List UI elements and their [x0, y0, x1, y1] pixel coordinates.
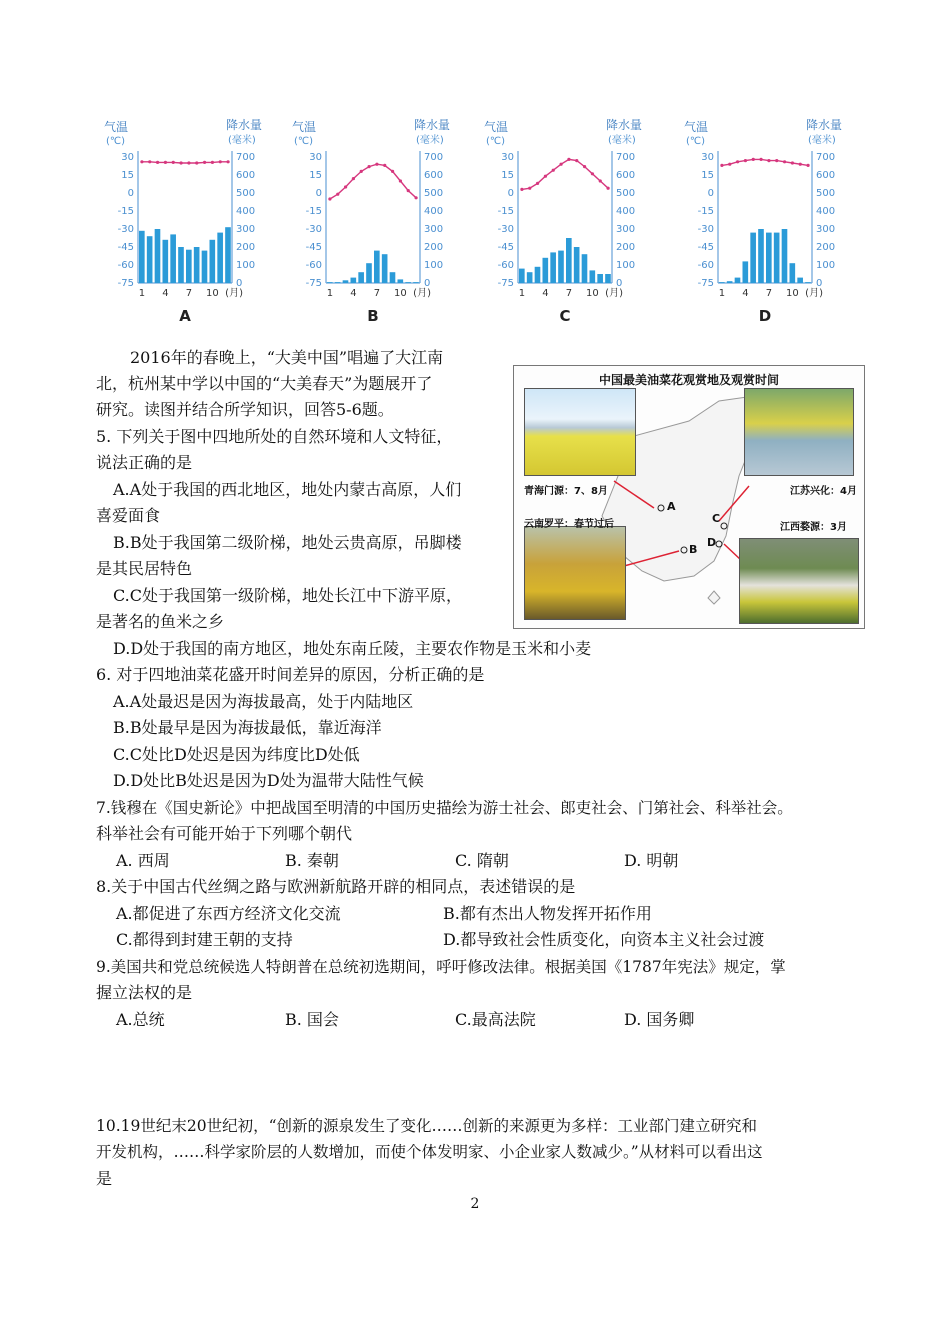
chart-a-temp-point	[140, 160, 143, 163]
chart-b-month-tick: 1	[326, 288, 334, 299]
chart-d-temp-tick: -75	[697, 278, 714, 289]
chart-b-month-tick: 10	[394, 288, 407, 299]
chart-c-temp-point	[575, 159, 578, 162]
chart-c-precip-bar	[590, 270, 596, 283]
chart-c-precip-bar	[558, 251, 564, 283]
intro-line-3: 研究。读图并结合所学知识，回答5-6题。	[96, 400, 394, 419]
chart-b-temp-point	[352, 177, 355, 180]
chart-d-temp-point	[791, 161, 794, 164]
q8-option-a: A.都促进了东西方经济文化交流	[116, 904, 341, 923]
chart-c-temp-tick: 30	[501, 152, 514, 163]
chart-c-month-tick: 1	[518, 288, 526, 299]
chart-a-precip-bar	[155, 229, 161, 283]
chart-a-precip-bar	[217, 233, 223, 283]
chart-a-precip-tick: 400	[236, 206, 256, 217]
chart-b-temp-line	[330, 164, 416, 199]
label-jiangsu: 江苏兴化：4月	[790, 486, 857, 497]
page-number: 2	[470, 1196, 480, 1212]
q8-stem: 8.关于中国古代丝绸之路与欧洲新航路开辟的相同点，表述错误的是	[96, 877, 576, 896]
chart-c-precip-bar	[535, 267, 541, 283]
chart-d-precip-tick: 100	[816, 260, 836, 271]
chart-c-precip-tick: 400	[616, 206, 636, 217]
chart-c-precip-bar	[574, 247, 580, 283]
chart-b-month-tick: 4	[350, 288, 357, 299]
chart-c-month-tick: 10	[586, 288, 599, 299]
q10-stem-line-3: 是	[96, 1169, 113, 1188]
chart-d-temp-point	[759, 158, 762, 161]
rapeseed-map-figure	[513, 365, 865, 629]
chart-c-precip-bar	[597, 274, 603, 283]
chart-a-temp-tick: 15	[121, 170, 134, 181]
q5-option-a-line-1: A.A处于我国的西北地区，地处内蒙古高原，人们	[113, 480, 462, 499]
chart-d-temp-point	[799, 163, 802, 166]
chart-b-temp-point	[414, 196, 417, 199]
chart-d-precip-bar	[727, 281, 733, 283]
chart-a-temp-point	[156, 161, 159, 164]
chart-c-temp-point	[599, 179, 602, 182]
chart-a-precip-bar	[147, 236, 153, 283]
chart-a-precip-bar	[202, 251, 208, 283]
chart-d-precip-tick: 700	[816, 152, 836, 163]
chart-d-precip-bar	[758, 229, 764, 283]
q8-option-c: C.都得到封建王朝的支持	[116, 930, 293, 949]
chart-a-temp-tick: 30	[121, 152, 134, 163]
q5-option-b-line-2: 是其民居特色	[96, 559, 193, 578]
climate-chart-d	[680, 115, 870, 325]
chart-b-temp-axis-title: 气温	[292, 120, 317, 134]
chart-b-temp-point	[407, 189, 410, 192]
chart-d-precip-bar	[719, 282, 725, 283]
q9-option-a: A.总统	[116, 1010, 165, 1029]
chart-c-precip-bar	[543, 258, 549, 283]
chart-a-temp-point	[211, 161, 214, 164]
climate-chart-b	[288, 115, 478, 325]
climate-chart-c	[480, 115, 670, 325]
chart-a-temp-tick: -60	[117, 260, 134, 271]
chart-d-temp-point	[806, 164, 809, 167]
chart-c-precip-bar	[527, 272, 533, 283]
chart-b-precip-bar	[413, 282, 419, 283]
chart-a-month-tick: 1	[138, 288, 146, 299]
chart-a-month-tick: 10	[206, 288, 219, 299]
chart-c-temp-axis-unit: (℃)	[486, 136, 506, 147]
q7-stem-line-2: 科举社会有可能开始于下列哪个朝代	[96, 824, 353, 843]
chart-d-temp-tick: 15	[701, 170, 714, 181]
chart-c-precip-tick: 300	[616, 224, 636, 235]
q5-option-b-line-1: B.B处于我国第二级阶梯，地处云贵高原，吊脚楼	[113, 533, 462, 552]
label-point-c: C	[712, 512, 721, 525]
chart-d-precip-axis-unit: (毫米)	[808, 135, 836, 146]
chart-a-precip-axis-unit: (毫米)	[228, 135, 256, 146]
chart-b-temp-axis-unit: (℃)	[294, 136, 314, 147]
chart-a-temp-tick: -75	[117, 278, 134, 289]
q5-stem-line-2: 说法正确的是	[96, 453, 193, 472]
chart-b-temp-tick: -75	[305, 278, 322, 289]
chart-b-precip-tick: 200	[424, 242, 444, 253]
chart-a-precip-bar	[139, 231, 145, 283]
chart-a-precip-bar	[210, 240, 216, 283]
chart-c-month-tick: 4	[542, 288, 549, 299]
chart-d-precip-axis-title: 降水量	[806, 118, 843, 132]
climate-chart-b-svg	[288, 115, 478, 325]
chart-d-month-tick: 7	[765, 288, 773, 299]
chart-a-month-tick: 7	[185, 288, 193, 299]
q9-stem-line-1: 9.美国共和党总统候选人特朗普在总统初选期间，呼吁修改法律。根据美国《1787年宪法》规定，掌	[96, 958, 786, 976]
chart-c-temp-point	[528, 187, 531, 190]
chart-c-temp-point	[544, 175, 547, 178]
chart-a-precip-bar	[194, 247, 200, 283]
chart-b-precip-tick: 300	[424, 224, 444, 235]
chart-c-temp-tick: -45	[497, 242, 514, 253]
chart-a-precip-tick: 600	[236, 170, 256, 181]
q10-stem-line-1: 10.19世纪末20世纪初，“创新的源泉发生了变化……创新的来源更为多样：工业部门建立研究和	[96, 1117, 758, 1135]
chart-c-precip-bar	[605, 274, 611, 283]
chart-d-precip-bar	[782, 229, 788, 283]
chart-d-temp-tick: 0	[707, 188, 714, 199]
chart-a-temp-axis-title: 气温	[104, 120, 129, 134]
chart-d-month-tick: 10	[786, 288, 799, 299]
q6-option-b: B.B处最早是因为海拔最低，靠近海洋	[113, 718, 382, 737]
chart-c-label: C	[559, 307, 571, 325]
chart-a-temp-tick: 0	[127, 188, 134, 199]
chart-d-precip-bar	[735, 278, 741, 283]
chart-a-temp-point	[203, 161, 206, 164]
chart-b-temp-tick: 15	[309, 170, 322, 181]
chart-d-temp-axis-title: 气温	[684, 120, 709, 134]
chart-a-temp-point	[226, 160, 229, 163]
chart-b-precip-bar	[335, 282, 341, 283]
chart-b-precip-tick: 100	[424, 260, 444, 271]
q5-option-d: D.D处于我国的南方地区，地处东南丘陵，主要农作物是玉米和小麦	[113, 639, 592, 658]
chart-c-precip-bar	[550, 252, 556, 283]
chart-c-temp-point	[536, 182, 539, 185]
chart-b-temp-tick: -30	[305, 224, 322, 235]
chart-d-precip-bar	[797, 278, 803, 283]
intro-line-2: 北，杭州某中学以中国的“大美春天”为题展开了	[96, 374, 433, 393]
q7-option-a: A. 西周	[116, 851, 170, 870]
map-title: 中国最美油菜花观赏地及观赏时间	[598, 373, 779, 387]
chart-c-precip-tick: 600	[616, 170, 636, 181]
chart-c-temp-tick: -15	[497, 206, 514, 217]
chart-c-temp-tick: 0	[507, 188, 514, 199]
q9-option-d: D. 国务卿	[624, 1010, 695, 1029]
chart-c-temp-tick: 15	[501, 170, 514, 181]
chart-b-temp-tick: -45	[305, 242, 322, 253]
chart-d-temp-point	[767, 159, 770, 162]
chart-b-temp-tick: 0	[315, 188, 322, 199]
chart-a-month-tick: 4	[162, 288, 169, 299]
label-point-d: D	[707, 536, 717, 549]
chart-b-temp-point	[344, 185, 347, 188]
chart-b-precip-bar	[351, 278, 357, 283]
chart-c-precip-bar	[566, 238, 572, 283]
chart-d-label: D	[758, 307, 772, 325]
chart-a-precip-tick: 300	[236, 224, 256, 235]
chart-a-precip-axis-title: 降水量	[226, 118, 263, 132]
chart-b-month-tick: (月)	[413, 288, 431, 299]
chart-a-temp-point	[172, 161, 175, 164]
chart-d-precip-bar	[766, 233, 772, 283]
chart-a-temp-point	[164, 161, 167, 164]
climate-chart-a-svg	[100, 115, 290, 325]
chart-c-temp-tick: -60	[497, 260, 514, 271]
climate-chart-a	[100, 115, 290, 325]
q7-option-b: B. 秦朝	[285, 851, 339, 870]
chart-b-precip-tick: 700	[424, 152, 444, 163]
chart-d-temp-point	[728, 163, 731, 166]
q5-option-a-line-2: 喜爱面食	[96, 506, 161, 525]
chart-d-precip-bar	[790, 263, 796, 283]
chart-b-precip-axis-title: 降水量	[414, 118, 451, 132]
chart-c-precip-tick: 700	[616, 152, 636, 163]
chart-b-temp-tick: -60	[305, 260, 322, 271]
chart-d-temp-point	[775, 159, 778, 162]
photo-qinghai	[524, 388, 636, 476]
chart-a-temp-axis-unit: (℃)	[106, 136, 126, 147]
chart-a-precip-tick: 700	[236, 152, 256, 163]
chart-d-temp-line	[722, 159, 808, 165]
chart-c-temp-tick: -30	[497, 224, 514, 235]
q6-stem: 6. 对于四地油菜花盛开时间差异的原因，分析正确的是	[96, 665, 485, 684]
chart-b-temp-tick: 30	[309, 152, 322, 163]
chart-a-precip-tick: 200	[236, 242, 256, 253]
q6-option-d: D.D处比B处迟是因为D处为温带大陆性气候	[113, 771, 424, 790]
chart-b-precip-tick: 400	[424, 206, 444, 217]
photo-jiangxi	[739, 538, 859, 624]
climate-chart-d-svg	[680, 115, 870, 325]
chart-d-temp-point	[783, 160, 786, 163]
chart-d-precip-tick: 300	[816, 224, 836, 235]
chart-b-precip-bar	[405, 282, 411, 283]
chart-b-month-tick: 7	[373, 288, 381, 299]
chart-c-precip-axis-unit: (毫米)	[608, 135, 636, 146]
chart-a-precip-tick: 500	[236, 188, 256, 199]
chart-b-temp-point	[360, 170, 363, 173]
chart-c-temp-point	[559, 163, 562, 166]
q5-option-c-line-2: 是著名的鱼米之乡	[96, 612, 225, 631]
label-yunnan: 云南罗平：春节过后	[524, 519, 614, 530]
chart-b-precip-tick: 600	[424, 170, 444, 181]
q9-stem-line-2: 握立法权的是	[96, 983, 193, 1002]
q6-option-c: C.C处比D处迟是因为纬度比D处低	[113, 745, 360, 764]
chart-d-precip-bar	[743, 261, 749, 283]
chart-d-temp-point	[736, 160, 739, 163]
chart-c-temp-axis-title: 气温	[484, 120, 509, 134]
q9-option-c: C.最高法院	[455, 1010, 536, 1029]
chart-b-label: B	[367, 307, 379, 325]
chart-d-precip-bar	[750, 233, 756, 283]
chart-d-precip-tick: 400	[816, 206, 836, 217]
chart-a-precip-tick: 100	[236, 260, 256, 271]
q10-stem-line-2: 开发机构，……科学家阶层的人数增加，而使个体发明家、小企业家人数减少。”从材料可以看出这	[96, 1143, 763, 1161]
chart-a-month-tick: (月)	[225, 288, 243, 299]
chart-a-precip-bar	[170, 234, 176, 283]
chart-d-precip-tick: 600	[816, 170, 836, 181]
chart-b-precip-bar	[398, 279, 404, 283]
chart-a-temp-tick: -30	[117, 224, 134, 235]
chart-c-precip-tick: 500	[616, 188, 636, 199]
photo-jiangsu	[744, 388, 854, 476]
q5-stem-line-1: 5. 下列关于图中四地所处的自然环境和人文特征，	[96, 427, 453, 446]
chart-b-temp-point	[391, 170, 394, 173]
chart-a-precip-bar	[225, 227, 231, 283]
chart-d-precip-tick: 0	[816, 278, 823, 289]
chart-c-precip-tick: 0	[616, 278, 623, 289]
chart-b-temp-tick: -15	[305, 206, 322, 217]
chart-a-precip-tick: 0	[236, 278, 243, 289]
chart-a-temp-point	[148, 160, 151, 163]
chart-b-precip-bar	[343, 280, 349, 283]
chart-d-temp-axis-unit: (℃)	[686, 136, 706, 147]
chart-a-temp-point	[219, 160, 222, 163]
climate-chart-c-svg	[480, 115, 670, 325]
chart-a-temp-point	[179, 161, 182, 164]
chart-c-temp-point	[591, 172, 594, 175]
chart-c-temp-tick: -75	[497, 278, 514, 289]
chart-a-temp-line	[142, 162, 228, 163]
chart-c-temp-point	[520, 188, 523, 191]
chart-a-temp-tick: -45	[117, 242, 134, 253]
chart-c-month-tick: 7	[565, 288, 573, 299]
q6-option-a: A.A处最迟是因为海拔最高，处于内陆地区	[113, 692, 414, 711]
chart-d-precip-bar	[774, 233, 780, 283]
chart-d-temp-tick: -15	[697, 206, 714, 217]
chart-d-precip-tick: 500	[816, 188, 836, 199]
chart-c-temp-point	[552, 169, 555, 172]
chart-d-precip-tick: 200	[816, 242, 836, 253]
label-qinghai: 青海门源：7、8月	[524, 486, 608, 497]
chart-b-precip-axis-unit: (毫米)	[416, 135, 444, 146]
photo-yunnan	[524, 526, 626, 620]
chart-b-temp-point	[367, 165, 370, 168]
chart-d-month-tick: 1	[718, 288, 726, 299]
chart-d-temp-point	[752, 158, 755, 161]
chart-d-precip-bar	[805, 282, 811, 283]
chart-d-month-tick: 4	[742, 288, 749, 299]
chart-b-precip-bar	[366, 263, 372, 283]
chart-a-temp-tick: -15	[117, 206, 134, 217]
chart-a-temp-point	[187, 161, 190, 164]
chart-b-temp-point	[328, 197, 331, 200]
chart-b-precip-tick: 0	[424, 278, 431, 289]
chart-b-temp-point	[375, 163, 378, 166]
chart-c-month-tick: (月)	[605, 288, 623, 299]
chart-b-precip-bar	[358, 272, 364, 283]
label-point-b: B	[689, 543, 698, 556]
q9-option-b: B. 国会	[285, 1010, 339, 1029]
q5-option-c-line-1: C.C处于我国第一级阶梯，地处长江中下游平原，	[113, 586, 463, 605]
chart-b-temp-point	[383, 164, 386, 167]
chart-b-precip-bar	[374, 251, 380, 283]
chart-d-month-tick: (月)	[805, 288, 823, 299]
chart-a-label: A	[179, 307, 191, 325]
chart-d-temp-point	[720, 164, 723, 167]
q7-option-c: C. 隋朝	[455, 851, 509, 870]
chart-a-temp-point	[195, 161, 198, 164]
q8-option-d: D.都导致社会性质变化，向资本主义社会过渡	[443, 930, 765, 949]
chart-c-precip-bar	[519, 269, 525, 283]
q8-option-b: B.都有杰出人物发挥开拓作用	[443, 904, 652, 923]
chart-b-temp-point	[399, 179, 402, 182]
chart-c-precip-axis-title: 降水量	[606, 118, 643, 132]
label-jiangxi: 江西婺源：3月	[780, 522, 847, 533]
chart-b-precip-tick: 500	[424, 188, 444, 199]
chart-d-temp-tick: -45	[697, 242, 714, 253]
chart-d-temp-tick: -60	[697, 260, 714, 271]
chart-a-precip-bar	[178, 247, 184, 283]
chart-c-precip-bar	[582, 254, 588, 283]
chart-c-precip-tick: 200	[616, 242, 636, 253]
chart-c-temp-point	[567, 158, 570, 161]
chart-b-precip-bar	[382, 254, 388, 283]
q7-stem-line-1: 7.钱穆在《国史新论》中把战国至明清的中国历史描绘为游士社会、郎吏社会、门第社会、科举社会。	[96, 799, 793, 817]
chart-b-precip-bar	[390, 272, 396, 283]
q7-option-d: D. 明朝	[624, 851, 679, 870]
chart-d-temp-tick: -30	[697, 224, 714, 235]
intro-line-1: 2016年的春晚上，“大美中国”唱遍了大江南	[130, 348, 444, 367]
chart-c-temp-point	[583, 165, 586, 168]
label-point-a: A	[667, 500, 676, 513]
chart-c-precip-tick: 100	[616, 260, 636, 271]
chart-b-precip-bar	[327, 282, 333, 283]
chart-d-temp-tick: 30	[701, 152, 714, 163]
chart-c-temp-line	[522, 159, 608, 189]
chart-d-temp-point	[744, 159, 747, 162]
chart-b-temp-point	[336, 193, 339, 196]
chart-a-precip-bar	[186, 250, 192, 283]
chart-a-precip-bar	[163, 240, 169, 283]
chart-c-temp-point	[606, 187, 609, 190]
